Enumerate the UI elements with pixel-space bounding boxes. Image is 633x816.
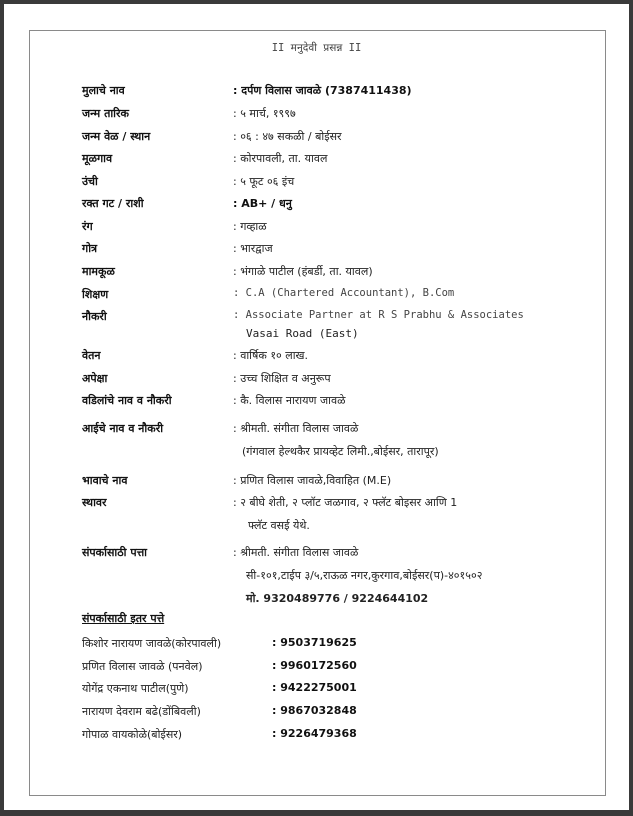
field-value-mother-line2: (गंगवाल हेल्थकैर प्रायव्हेट लिमी.,बोईसर, तारापूर) — [242, 445, 439, 458]
field-value-native-place: : कोरपावली, ता. यावल — [233, 152, 328, 165]
field-label-father: वडिलांचे नाव व नौकरी — [82, 394, 172, 407]
field-label-complexion: रंग — [82, 220, 93, 233]
contact-name: गोपाळ वायकोळे(बोईसर) — [82, 728, 183, 741]
field-value-brother: : प्रणित विलास जावळे,विवाहित (M.E) — [233, 474, 392, 487]
field-label-blood-group: रक्त गट / राशी — [82, 197, 144, 210]
field-label-property: स्थावर — [82, 496, 107, 509]
field-label-gotra: गोत्र — [82, 242, 98, 255]
contact-phone: : 9226479368 — [272, 727, 357, 740]
field-value-job: : Associate Partner at R S Prabhu & Associates — [233, 309, 524, 321]
field-value-mamkul: : भंगाळे पाटील (हंबर्डी, ता. यावल) — [233, 265, 373, 278]
field-label-name: मुलाचे नाव — [82, 84, 125, 97]
field-value-mother: : श्रीमती. संगीता विलास जावळे — [233, 422, 359, 435]
field-value-complexion: : गव्हाळ — [233, 220, 267, 233]
field-value-property-line2: फ्लॅट वसई येथे. — [248, 519, 310, 532]
field-label-height: उंची — [82, 175, 98, 188]
field-value-expectation: : उच्च शिक्षित व अनुरूप — [233, 372, 331, 385]
contact-phone: : 9960172560 — [272, 659, 357, 672]
field-label-mother: आईचे नाव व नौकरी — [82, 422, 164, 435]
field-value-birth-time: : ०६ : ४७ सकळी / बोईसर — [233, 130, 342, 143]
field-label-birth-time: जन्म वेळ / स्थान — [82, 130, 151, 143]
field-label-brother: भावाचे नाव — [82, 474, 128, 487]
field-label-birth-date: जन्म तारिक — [82, 107, 129, 120]
document-page — [4, 4, 629, 810]
field-value-education: : C.A (Chartered Accountant), B.Com — [233, 287, 455, 299]
field-value-salary: : वार्षिक १० लाख. — [233, 349, 309, 362]
page-header: II मनुदेवी प्रसन्न II — [271, 42, 362, 54]
contact-name: प्रणित विलास जावळे (पनवेल) — [82, 660, 203, 673]
field-label-salary: वेतन — [82, 349, 101, 362]
contact-name: योगेंद्र एकनाथ पाटील(पुणे) — [82, 682, 189, 695]
field-value-address-phone: मो. 9320489776 / 9224644102 — [246, 592, 429, 605]
field-label-job: नौकरी — [82, 310, 107, 323]
field-label-address: संपर्कासाठी पत्ता — [82, 546, 148, 559]
contacts-title: संपर्कासाठी इतर पत्ते — [82, 612, 165, 625]
field-label-education: शिक्षण — [82, 288, 109, 301]
contact-phone: : 9503719625 — [272, 636, 357, 649]
contact-phone: : 9422275001 — [272, 681, 357, 694]
field-label-mamkul: मामकूळ — [82, 265, 115, 278]
field-value-father: : कै. विलास नारायण जावळे — [233, 394, 346, 407]
field-label-expectation: अपेक्षा — [82, 372, 108, 385]
field-label-native-place: मूळगाव — [82, 152, 113, 165]
field-value-address: : श्रीमती. संगीता विलास जावळे — [233, 546, 359, 559]
field-value-property: : २ बीघे शेती, २ प्लॉट जळगाव, २ फ्लॅट बोइसर आणि 1 — [233, 496, 458, 509]
contact-phone: : 9867032848 — [272, 704, 357, 717]
field-value-job-line2: Vasai Road (East) — [246, 327, 359, 340]
field-value-birth-date: : ५ मार्च, १९९७ — [233, 107, 296, 120]
field-value-gotra: : भारद्वाज — [233, 242, 273, 255]
contact-name: नारायण देवराम बढे(डोंबिवली) — [82, 705, 201, 718]
field-value-height: : ५ फूट ०६ इंच — [233, 175, 295, 188]
field-value-name: : दर्पण विलास जावळे (7387411438) — [233, 84, 412, 97]
field-value-address-line2: सी-१०१,टाईप ३/५,राऊळ नगर,कुरगाव,बोईसर(प)-४०१५०२ — [246, 569, 483, 582]
contact-name: किशोर नारायण जावळे(कोरपावली) — [82, 637, 222, 650]
field-value-blood-group: : AB+ / धनु — [233, 197, 292, 210]
